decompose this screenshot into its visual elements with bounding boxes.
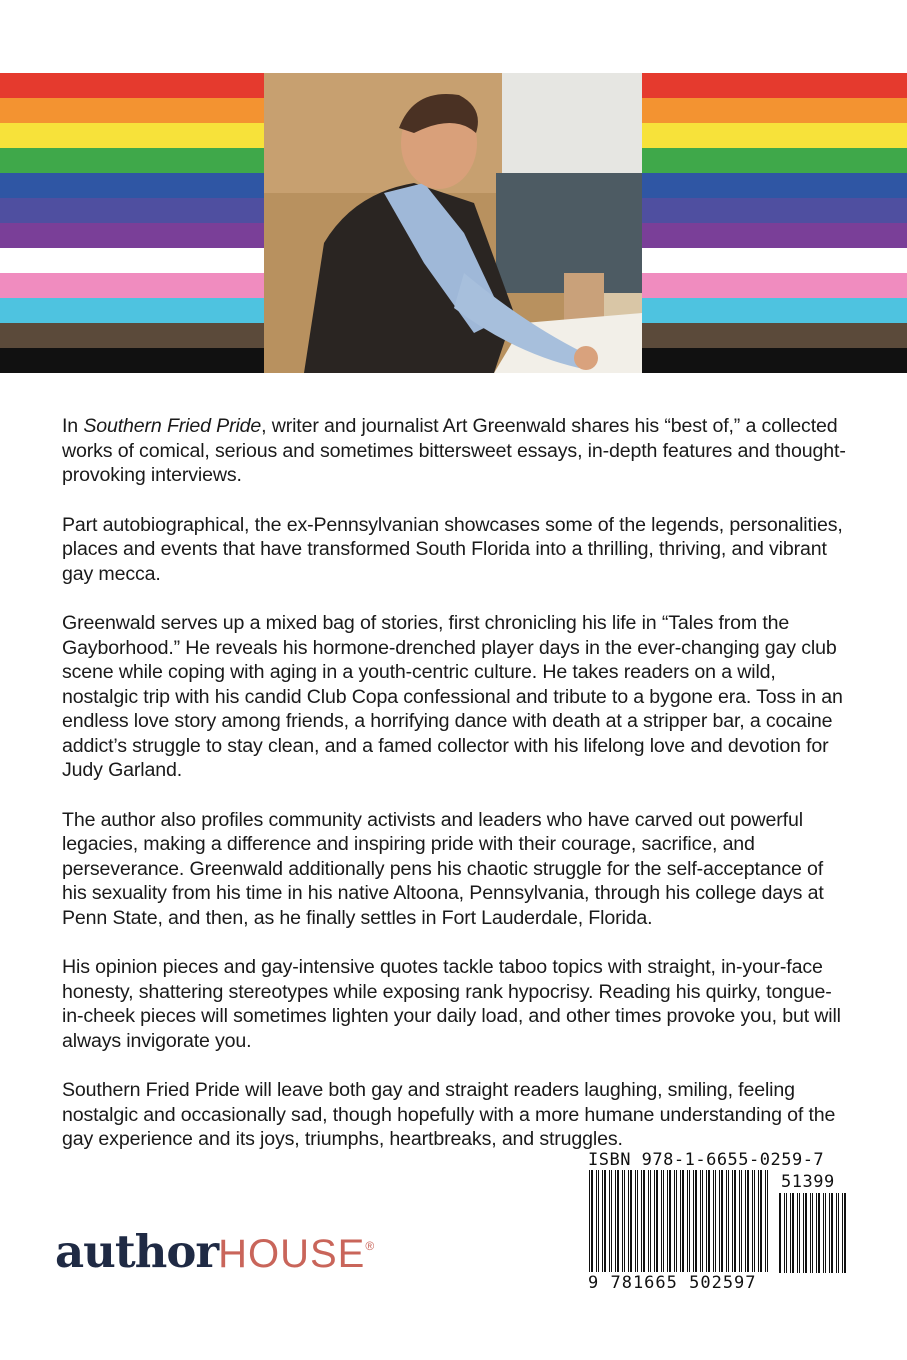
publisher-logo — [55, 1222, 374, 1293]
blurb-paragraph-6: Southern Fried Pride will leave both gay and straight readers laughing, smiling, feeling nostalgic and occasionally sad, though hopefully with a more humane understanding of the gay experience and its joys, triumphs, heartbreaks, and struggles. — [62, 1079, 836, 1150]
barcode-bar — [760, 1170, 762, 1272]
barcode-bar — [654, 1170, 655, 1272]
author-photo — [264, 73, 642, 373]
barcode-bar — [630, 1170, 632, 1272]
stripe-10 — [642, 298, 907, 323]
barcode-bar — [741, 1170, 742, 1272]
book-title-italic: Southern Fried Pride — [83, 415, 262, 437]
stripe-12 — [0, 348, 264, 373]
barcode-bar — [708, 1170, 710, 1272]
cover-banner — [0, 73, 907, 373]
barcode-bar — [617, 1170, 619, 1272]
barcode-bar — [805, 1193, 807, 1273]
price-code-label: 51399 — [781, 1172, 835, 1192]
stripe-11 — [642, 323, 907, 348]
stripe-12 — [642, 348, 907, 373]
barcode-bar — [680, 1170, 681, 1272]
stripe-4 — [0, 148, 264, 173]
barcode-bar — [842, 1193, 843, 1273]
stripe-7 — [0, 223, 264, 248]
barcode-bar — [591, 1170, 593, 1272]
isbn-barcode-block — [588, 1150, 850, 1295]
stripe-5 — [0, 173, 264, 198]
blurb-p1-rest: , writer and journalist Art Greenwald shares his “best of,” a collected works of comical, serious and sometimes bittersweet essays, in-depth features and thought-provoking interviews. — [62, 415, 846, 486]
barcode-bar — [643, 1170, 645, 1272]
blurb-paragraph-2: Part autobiographical, the ex-Pennsylvanian showcases some of the legends, personalities, places and events that have transformed South Florida into a thrilling, thriving, and vibrant gay mecca. — [62, 513, 843, 585]
blurb-paragraph-1 — [62, 414, 848, 488]
barcode-bar — [695, 1170, 697, 1272]
barcode-bar — [687, 1170, 688, 1272]
rainbow-stripes-right — [642, 73, 907, 373]
barcode-bar — [615, 1170, 616, 1272]
barcode-bar — [799, 1193, 800, 1273]
stripe-4 — [642, 148, 907, 173]
barcode-bar — [641, 1170, 642, 1272]
stripe-7 — [642, 223, 907, 248]
barcode-bar — [602, 1170, 603, 1272]
blurb-paragraph-4: The author also profiles community activists and leaders who have carved out powerful legacies, making a difference and inspiring pride with their courage, sacrifice, and perseverance. Greenwald additionally pens his chaotic struggle for the self-acceptance of his sexuality from his time in his native Altoona, Pennsylvania, through his college days at Penn State, and then, as he finally settles in Fort Lauderdale, Florida. — [62, 808, 824, 929]
barcode-bar — [702, 1170, 703, 1272]
barcode-bar — [779, 1193, 781, 1273]
barcode-bar — [628, 1170, 629, 1272]
barcode-bar — [635, 1170, 636, 1272]
ean-barcode — [588, 1170, 773, 1275]
stripe-3 — [0, 123, 264, 148]
barcode-bar — [604, 1170, 606, 1272]
barcode-bar — [609, 1170, 610, 1272]
barcode-bar — [816, 1193, 817, 1273]
stripe-10 — [0, 298, 264, 323]
stripe-3 — [642, 123, 907, 148]
barcode-bar — [734, 1170, 736, 1272]
publisher-name-house: HOUSE — [218, 1232, 366, 1276]
barcode-bar — [818, 1193, 820, 1273]
barcode-bar — [726, 1170, 727, 1272]
stripe-5 — [642, 173, 907, 198]
barcode-bar — [596, 1170, 597, 1272]
stripe-1 — [642, 73, 907, 98]
barcode-bar — [715, 1170, 716, 1272]
barcode-bar — [836, 1193, 837, 1273]
barcode-bar — [713, 1170, 714, 1272]
stripe-1 — [0, 73, 264, 98]
barcode-bar — [721, 1170, 723, 1272]
blurb-paragraph-3: Greenwald serves up a mixed bag of stories, first chronicling his life in “Tales from the Gayborhood.” He reveals his hormone-drenched player days in the ever-changing gay club scene while coping with aging in a youth-centric culture. He takes readers on a wild, nostalgic trip with his candid Club Copa confessional and tribute to a bygone era. Toss in an endless love story among friends, a horrifying dance with death at a stripper bar, a cocaine addict’s struggle to stay clean, and a famed collector with his lifelong love and devotion for Judy Garland. — [62, 612, 843, 781]
barcode-bar — [611, 1170, 612, 1272]
isbn-digits: 9 781665 502597 — [588, 1273, 757, 1293]
barcode-bar — [758, 1170, 759, 1272]
rainbow-stripes-left — [0, 73, 264, 373]
barcode-bar — [667, 1170, 668, 1272]
barcode-bar — [786, 1193, 787, 1273]
barcode-bar — [812, 1193, 813, 1273]
barcode-bar — [700, 1170, 701, 1272]
barcode-bar — [650, 1170, 651, 1272]
barcode-bar — [765, 1170, 766, 1272]
stripe-9 — [642, 273, 907, 298]
barcode-bar — [739, 1170, 740, 1272]
stripe-2 — [0, 98, 264, 123]
stripe-8 — [0, 248, 264, 273]
barcode-bar — [797, 1193, 798, 1273]
barcode-bar — [663, 1170, 664, 1272]
barcode-bar — [622, 1170, 623, 1272]
barcode-bar — [637, 1170, 638, 1272]
barcode-bar — [706, 1170, 707, 1272]
barcode-bar — [810, 1193, 811, 1273]
back-cover-blurb — [62, 414, 848, 1177]
author-photo-illustration — [264, 73, 642, 373]
barcode-bar — [752, 1170, 753, 1272]
stripe-6 — [0, 198, 264, 223]
stripe-6 — [642, 198, 907, 223]
barcode-bar — [674, 1170, 675, 1272]
barcode-bar — [598, 1170, 599, 1272]
stripe-11 — [0, 323, 264, 348]
blurb-paragraph-5: His opinion pieces and gay-intensive quotes tackle taboo topics with straight, in-your-face honesty, shattering stereotypes while exposing rank hypocrisy. Reading his quirky, tongue-in-cheek pieces will sometimes lighten your daily load, and other times provoke you, but will always invigorate you. — [62, 956, 841, 1052]
barcode-bar — [844, 1193, 846, 1273]
barcode-bar — [784, 1193, 785, 1273]
barcode-bar — [648, 1170, 649, 1272]
barcode-bar — [661, 1170, 662, 1272]
stripe-9 — [0, 273, 264, 298]
barcode-bar — [823, 1193, 824, 1273]
barcode-bar — [669, 1170, 671, 1272]
blurb-p1-lead: In — [62, 415, 84, 437]
barcode-bar — [831, 1193, 833, 1273]
barcode-bar — [693, 1170, 694, 1272]
barcode-bar — [745, 1170, 746, 1272]
registered-mark: ® — [365, 1239, 375, 1253]
barcode-bar — [624, 1170, 625, 1272]
barcode-bar — [682, 1170, 684, 1272]
barcode-bar — [803, 1193, 804, 1273]
barcode-bar — [656, 1170, 658, 1272]
barcode-bar — [829, 1193, 830, 1273]
barcode-bar — [728, 1170, 729, 1272]
stripe-8 — [642, 248, 907, 273]
barcode-bar — [838, 1193, 839, 1273]
barcode-bar — [747, 1170, 749, 1272]
barcode-bar — [732, 1170, 733, 1272]
barcode-bar — [792, 1193, 794, 1273]
barcode-bar — [790, 1193, 791, 1273]
barcode-bar — [589, 1170, 590, 1272]
barcode-bar — [689, 1170, 690, 1272]
barcode-bar — [825, 1193, 826, 1273]
barcode-bar — [767, 1170, 768, 1272]
barcode-bar — [754, 1170, 755, 1272]
stripe-2 — [642, 98, 907, 123]
barcode-bar — [676, 1170, 677, 1272]
isbn-label: ISBN 978-1-6655-0259-7 — [588, 1150, 825, 1170]
addon-barcode — [778, 1193, 850, 1275]
publisher-name-author: author — [55, 1225, 219, 1278]
barcode-bar — [719, 1170, 720, 1272]
